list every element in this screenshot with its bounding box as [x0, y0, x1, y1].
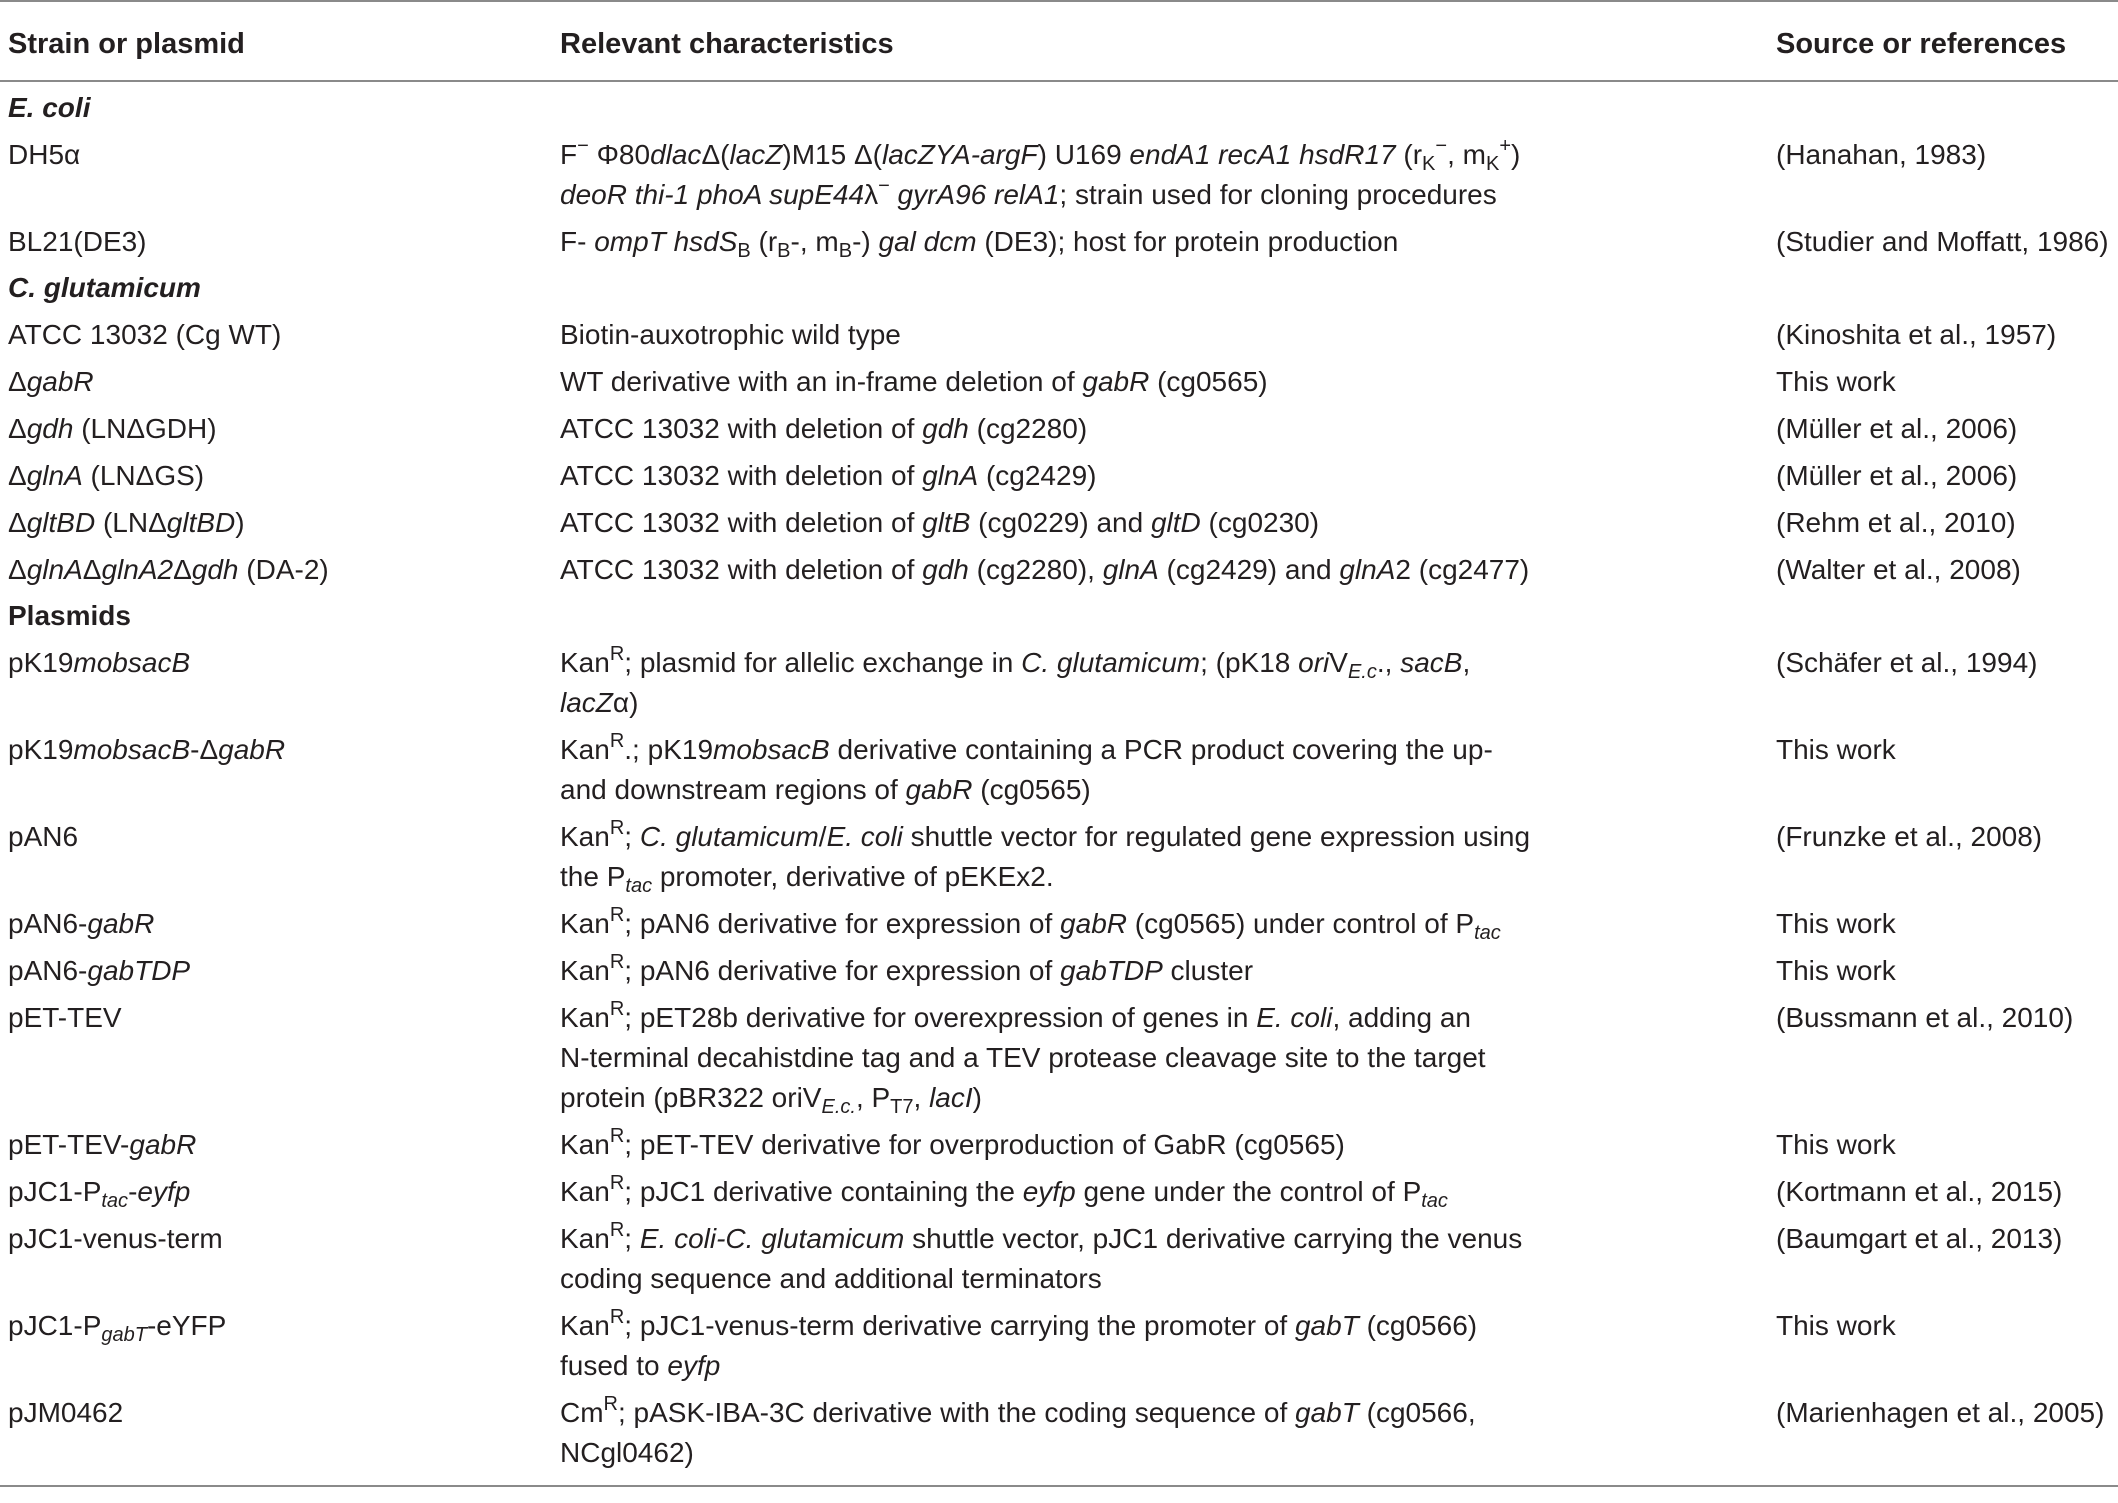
table-row [0, 1165, 2118, 1212]
strain-name: pJC1-venus-term [8, 1223, 223, 1254]
table-row [0, 496, 2118, 543]
characteristics-cell: F− Φ80dlacΔ(lacZ)M15 Δ(lacZYA-argF) U169 endA1 recA1 hsdR17 ($r_K^-$, $m_K^+$) deoR thi-1 phoA supE44λ− gyrA96 relA1; strain used for cloning procedures [560, 135, 1521, 210]
table-row [0, 308, 2118, 355]
strain-name: pET-TEV-gabR [8, 1129, 197, 1160]
strain-name: pJM0462 [8, 1397, 124, 1428]
table-row [0, 543, 2118, 590]
table-row [0, 636, 2118, 723]
source-cell: (Müller et al., 2006) [1776, 460, 2018, 491]
table-row [0, 215, 2118, 262]
source-cell: This work [1776, 366, 1896, 397]
table-row [0, 355, 2118, 402]
table-row [0, 991, 2118, 1118]
characteristics-cell: ATCC 13032 with deletion of gdh (cg2280) [560, 413, 1088, 444]
strain-name: ΔglnA (LNΔGS) [8, 460, 205, 491]
source-cell: This work [1776, 1310, 1896, 1341]
source-cell: This work [1776, 734, 1896, 765]
characteristics-cell: F- ompT hsdS$_B$ ($r_B-$, $m_B-$) gal dcm (DE3); host for protein production [560, 226, 1399, 262]
characteristics-cell: ATCC 13032 with deletion of gltB (cg0229) and gltD (cg0230) [560, 507, 1320, 538]
characteristics-cell: WT derivative with an in-frame deletion of gabR (cg0565) [560, 366, 1268, 397]
table-row [0, 402, 2118, 449]
section-row-ecoli [0, 81, 2118, 128]
table-row [0, 128, 2118, 215]
header-source: Source or references [1776, 27, 2067, 60]
strain-name: DH5α [8, 139, 81, 170]
table-row [0, 810, 2118, 897]
section-row-plasmids [0, 590, 2118, 636]
table-row [0, 723, 2118, 810]
source-cell: (Frunzke et al., 2008) [1776, 821, 2043, 852]
characteristics-cell: ATCC 13032 with deletion of glnA (cg2429) [560, 460, 1097, 491]
source-cell: (Studier and Moffatt, 1986) [1776, 226, 2109, 257]
source-cell: (Kortmann et al., 2015) [1776, 1176, 2063, 1207]
source-cell: (Walter et al., 2008) [1776, 554, 2021, 585]
characteristics-cell: Kan$^R$; pET-TEV derivative for overproduction of GabR (cg0565) [560, 1125, 1345, 1160]
table-row [0, 944, 2118, 991]
strain-name: BL21(DE3) [8, 226, 147, 257]
source-cell: (Müller et al., 2006) [1776, 413, 2018, 444]
source-cell: (Hanahan, 1983) [1776, 139, 1987, 170]
header-strain: Strain or plasmid [8, 27, 245, 60]
characteristics-cell: ATCC 13032 with deletion of gdh (cg2280), glnA (cg2429) and glnA2 (cg2477) [560, 554, 1530, 585]
source-cell: This work [1776, 908, 1896, 939]
characteristics-cell: Biotin-auxotrophic wild type [560, 319, 901, 350]
section-title-cglutamicum: C. glutamicum [8, 272, 201, 303]
characteristics-cell: Kan$^R$.; pK19mobsacB derivative containing a PCR product covering the up- and downstream regions of gabR (cg0565) [560, 730, 1493, 805]
source-cell: (Kinoshita et al., 1957) [1776, 319, 2057, 350]
strain-name: pAN6-gabTDP [8, 955, 191, 986]
strain-name: ΔglnAΔglnA2Δgdh (DA-2) [8, 554, 329, 585]
strain-name: ATCC 13032 (Cg WT) [8, 319, 282, 350]
strain-name: ΔgltBD (LNΔgltBD) [8, 507, 245, 538]
source-cell: (Baumgart et al., 2013) [1776, 1223, 2063, 1254]
strain-name: $pJC1-P_{tac}$-eyfp [8, 1176, 191, 1212]
characteristics-cell: Kan$^R$; pJC1-venus-term derivative carrying the promoter of gabT (cg0566) fused to eyfp [560, 1306, 1478, 1381]
strain-name: pAN6 [8, 821, 79, 852]
header-row [0, 1, 2118, 81]
table-row [0, 897, 2118, 944]
characteristics-cell: Kan$^R$; plasmid for allelic exchange in C. glutamicum; (pK18 oriV$_{E.c}$., sacB, lacZα) [560, 643, 1471, 718]
section-title-ecoli: E. coli [8, 92, 91, 123]
source-cell: This work [1776, 1129, 1896, 1160]
characteristics-cell: Kan$^R$; pAN6 derivative for expression of gabR (cg0565) under control of $P_{tac}$ [560, 904, 1501, 944]
characteristics-cell: Kan$^R$; E. coli-C. glutamicum shuttle vector, pJC1 derivative carrying the venus coding sequence and additional terminators [560, 1219, 1523, 1294]
table-row [0, 1212, 2118, 1299]
strain-name: pK19mobsacB [8, 647, 191, 678]
source-cell: (Bussmann et al., 2010) [1776, 1002, 2074, 1033]
table-row [0, 1386, 2118, 1486]
strain-name: pAN6-gabR [8, 908, 155, 939]
source-cell: (Schäfer et al., 1994) [1776, 647, 2038, 678]
table-row [0, 1118, 2118, 1165]
source-cell: This work [1776, 955, 1896, 986]
characteristics-cell: Kan$^R$; C. glutamicum/E. coli shuttle vector for regulated gene expression using the $P_{tac}$ promoter, derivative of pEKEx2. [560, 817, 1531, 897]
characteristics-cell: Kan$^R$; pAN6 derivative for expression of gabTDP cluster [560, 951, 1254, 986]
characteristics-cell: $Cm^R$; pASK-IBA-3C derivative with the coding sequence of gabT (cg0566, NCgl0462) [560, 1393, 1476, 1468]
characteristics-cell: Kan$^R$; pJC1 derivative containing the eyfp gene under the control of $P_{tac}$ [560, 1172, 1448, 1212]
strain-name: pET-TEV [8, 1002, 122, 1033]
table-body [0, 81, 2118, 1486]
characteristics-cell: Kan$^R$; pET28b derivative for overexpression of genes in E. coli, adding an N-terminal decahistdine tag and a TEV protease cleavage site to the target protein (pBR322 oriV$_{E.c.}$, $P_{T7}$, lacI) [560, 998, 1486, 1118]
table-header [0, 1, 2118, 81]
strain-name: ΔgabR [8, 366, 94, 397]
strain-name: pK19mobsacB-ΔgabR [8, 734, 286, 765]
strain-name: $pJC1-P_{gabT}$-eYFP [8, 1310, 227, 1346]
source-cell: (Marienhagen et al., 2005) [1776, 1397, 2105, 1428]
table-row [0, 1299, 2118, 1386]
section-row-cglutamicum [0, 262, 2118, 308]
strain-name: Δgdh (LNΔGDH) [8, 413, 217, 444]
header-characteristics: Relevant characteristics [560, 27, 894, 60]
section-title-plasmids: Plasmids [8, 600, 131, 631]
table-row [0, 449, 2118, 496]
source-cell: (Rehm et al., 2010) [1776, 507, 2016, 538]
